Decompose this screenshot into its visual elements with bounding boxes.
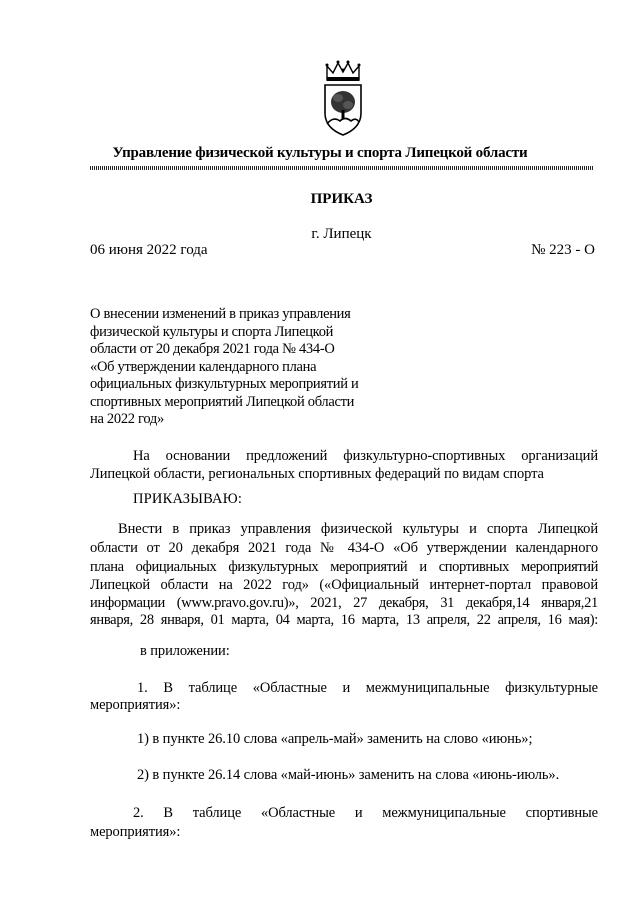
header-divider xyxy=(90,166,593,170)
subject-line: официальных физкультурных мероприятий и xyxy=(90,376,359,392)
subitem-1: 1) в пункте 26.10 слова «апрель-май» заменить на слово «июнь»; xyxy=(137,731,533,747)
order-number: № 223 - О xyxy=(531,242,595,258)
item-2-heading-cont: мероприятия»: xyxy=(90,824,181,840)
subject-line: физической культуры и спорта Липецкой xyxy=(90,323,334,340)
basis-line: На основании предложений физкультурно-спортивных организаций xyxy=(133,448,598,464)
subject-line: О внесении изменений в приказ управления xyxy=(90,306,351,322)
appendix-intro: в приложении: xyxy=(140,643,230,659)
subitem-2: 2) в пункте 26.14 слова «май-июнь» заменить на слова «июнь-июль». xyxy=(137,767,560,783)
order-directive: ПРИКАЗЫВАЮ: xyxy=(133,491,243,507)
lipetsk-coat-of-arms-icon xyxy=(318,58,368,138)
amendment-line: информации (www.pravo.gov.ru)», 2021, 27 декабря, 31 декабря,14 января,21 xyxy=(90,595,598,611)
amendment-line: января, 28 января, 01 марта, 04 марта, 16 марта, 13 апреля, 22 апреля, 16 мая): xyxy=(90,612,598,628)
item-1-heading-cont: мероприятия»: xyxy=(90,697,181,713)
document-type-title: ПРИКАЗ xyxy=(310,191,373,207)
organization-title: Управление физической культуры и спорта Липецкой области xyxy=(112,145,528,161)
issue-date: 06 июня 2022 года xyxy=(90,242,208,258)
subject-line: на 2022 год» xyxy=(90,411,164,427)
subject-line: спортивных мероприятий Липецкой области xyxy=(90,393,355,410)
subject-line: «Об утверждении календарного плана xyxy=(90,358,317,375)
item-2-heading: 2. В таблице «Областные и межмуниципальные спортивные xyxy=(133,805,598,821)
amendment-line: плана официальных физкультурных мероприятий и спортивных мероприятий xyxy=(90,559,598,575)
issue-city: г. Липецк xyxy=(311,226,372,242)
basis-line: Липецкой области, региональных спортивных федераций по видам спорта xyxy=(90,466,544,482)
amendment-line: Липецкой области на 2022 год» («Официальный интернет-портал правовой xyxy=(90,577,598,593)
item-1-heading: 1. В таблице «Областные и межмуниципальные физкультурные xyxy=(137,680,598,696)
subject-line: области от 20 декабря 2021 года № 434-О xyxy=(90,341,335,357)
amendment-line: Внести в приказ управления физической культуры и спорта Липецкой xyxy=(118,521,598,537)
amendment-line: области от 20 декабря 2021 года № 434-О «Об утверждении календарного xyxy=(90,540,598,556)
order-subject xyxy=(90,306,400,429)
